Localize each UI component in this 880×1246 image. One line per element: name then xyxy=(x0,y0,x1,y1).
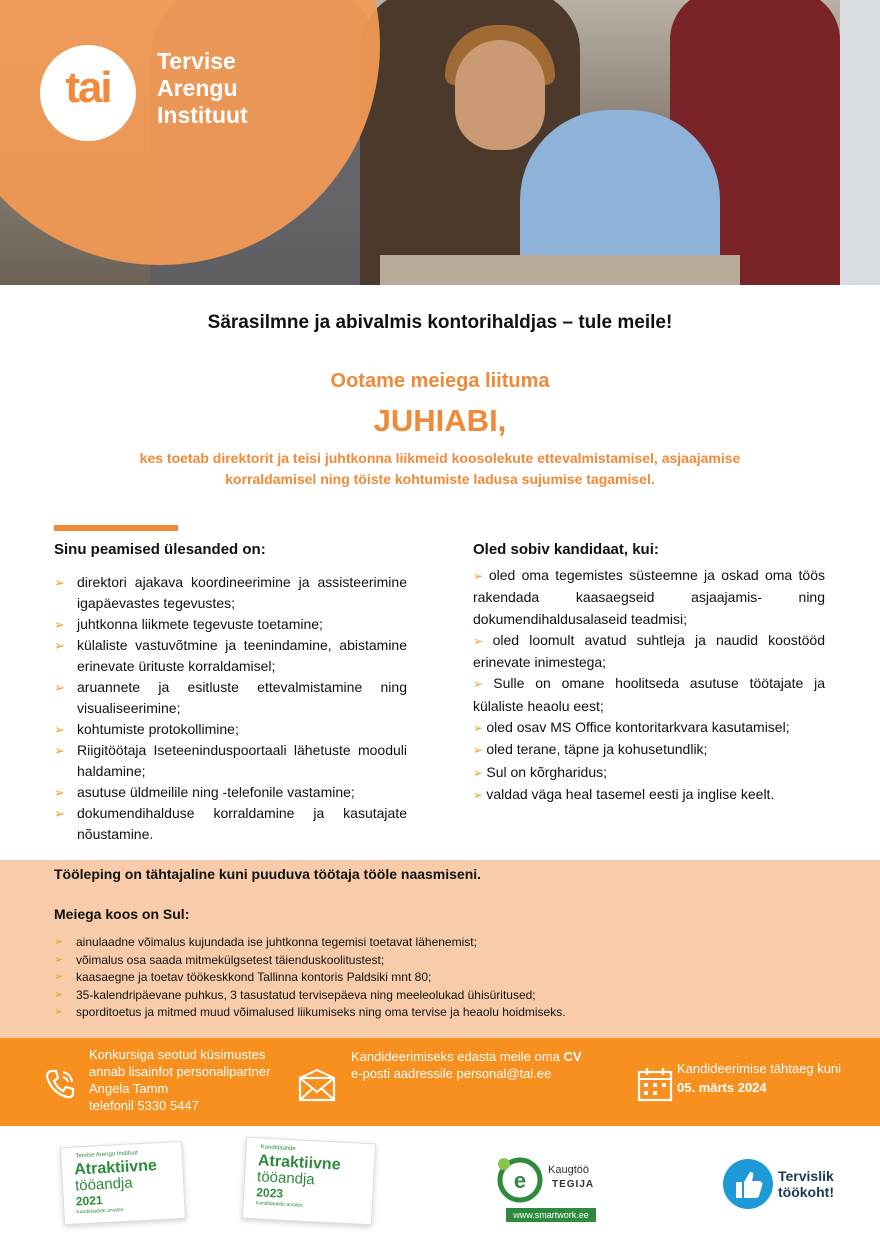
svg-text:e: e xyxy=(513,1168,527,1193)
deadline-info: Kandideerimise tähtaeg kuni 05. märts 2024 xyxy=(677,1061,842,1095)
list-item: ➢ Sulle on omane hoolitseda asutuse töötajate ja külaliste heaolu eest; xyxy=(473,675,825,714)
mail-icon xyxy=(297,1068,337,1102)
list-item: ➢ direktori ajakava koordineerimine ja assisteerimine igapäevastes tegevustes; xyxy=(54,572,407,614)
duties-title: Sinu peamised ülesanded on: xyxy=(54,541,266,558)
accent-bar xyxy=(54,525,178,531)
smartwork-logo: e Kaugtöö TEGIJA www.smartwork.ee xyxy=(492,1152,602,1224)
list-item: ➢ ainulaadne võimalus kujundada ise juhtkonna tegemisi toetavat lähenemist; xyxy=(54,934,854,952)
contact-info: Konkursiga seotud küsimustes annab lisainfot personalipartner Angela Tamm telefonil 5330 5447 xyxy=(89,1047,271,1113)
apply-info: Kandideerimiseks edasta meile oma CV e-posti aadressile personal@tai.ee xyxy=(351,1049,582,1081)
hero-photo xyxy=(0,0,880,285)
institute-name: Tervise Arengu Instituut xyxy=(157,48,248,128)
calendar-icon xyxy=(636,1066,674,1102)
candidate-title: Oled sobiv kandidaat, kui: xyxy=(473,541,659,558)
healthy-workplace-logo: Tervislik töökoht! xyxy=(722,1158,852,1214)
list-item: ➢ 35-kalendripäevane puhkus, 3 tasustatud tervisepäeva ning meeleolukad ühisüritused; xyxy=(54,987,854,1005)
smartwork-e-icon xyxy=(492,1152,544,1204)
intro-description: kes toetab direktorit ja teisi juhtkonna liikmeid koosolekute ettevalmistamisel, asjaajamise korraldamisel ning töiste kohtumiste ladusa sujumise tagamisel. xyxy=(139,450,741,487)
attractive-employer-2023-badge: Kandidaatide Atraktiivne tööandja 2023 Kandidaatide arvates xyxy=(242,1137,376,1226)
candidate-list xyxy=(473,565,825,806)
list-item: ➢ sporditoetus ja mitmed muud võimalused liikumiseks ning oma tervise ja heaolu hoidmiseks. xyxy=(54,1004,854,1022)
position-title: JUHIABI, xyxy=(373,403,507,438)
list-item: ➢ asutuse üldmeilile ning -telefonile vastamine; xyxy=(54,782,407,803)
headline: Särasilmne ja abivalmis kontorihaldjas – tule meile! xyxy=(207,312,673,333)
tai-logo: tai xyxy=(40,45,136,141)
benefits-section xyxy=(0,860,880,1038)
list-item: ➢ oled oma tegemistes süsteemne ja oskad oma töös rakendada kaasaegseid asjaajamis- ning dokumendihaldusalaseid teadmisi; xyxy=(473,567,826,627)
offer-list xyxy=(54,934,854,1022)
contract-note: Tööleping on tähtajaline kuni puuduva töötaja tööle naasmiseni. xyxy=(54,866,482,882)
list-item: ➢ võimalus osa saada mitmekülgsetest täienduskoolitustest; xyxy=(54,952,854,970)
list-item: ➢ Riigitöötaja Iseteeninduspoortaali lähetuste mooduli haldamine; xyxy=(54,740,407,782)
duties-list xyxy=(54,572,407,845)
list-item: ➢ oled terane, täpne ja kohusetundlik; xyxy=(473,741,708,758)
list-item: ➢ oled osav MS Office kontoritarkvara kasutamisel; xyxy=(473,719,790,736)
thumbs-up-icon xyxy=(722,1158,774,1210)
phone-icon xyxy=(42,1066,78,1102)
list-item: ➢ valdad väga heal tasemel eesti ja inglise keelt. xyxy=(473,785,775,802)
list-item: ➢ oled loomult avatud suhtleja ja naudid koostööd erinevate inimestega; xyxy=(473,631,826,671)
attractive-employer-2021-badge: Tervise Arengu Instituut Atraktiivne tööandja 2021 Kandidaatide arvates xyxy=(60,1141,186,1225)
list-item: ➢ kaasaegne ja toetav töökeskkond Tallinna kontoris Paldsiki mnt 80; xyxy=(54,969,854,987)
contact-bar xyxy=(0,1038,880,1126)
offer-title: Meiega koos on Sul: xyxy=(54,906,190,922)
list-item: ➢ Sul on kõrgharidus; xyxy=(473,763,608,780)
list-item: ➢ kohtumiste protokollimine; xyxy=(54,719,407,740)
list-item: ➢ aruannete ja esitluste ettevalmistamine ning visualiseerimine; xyxy=(54,677,407,719)
intro-line: Ootame meiega liituma xyxy=(330,370,550,392)
list-item: ➢ dokumendihalduse korraldamine ja kasutajate nõustamine. xyxy=(54,803,407,845)
list-item: ➢ juhtkonna liikmete tegevuste toetamine; xyxy=(54,614,407,635)
list-item: ➢ külaliste vastuvõtmine ja teenindamine, abistamine erinevate ürituste korraldamisel; xyxy=(54,635,407,677)
